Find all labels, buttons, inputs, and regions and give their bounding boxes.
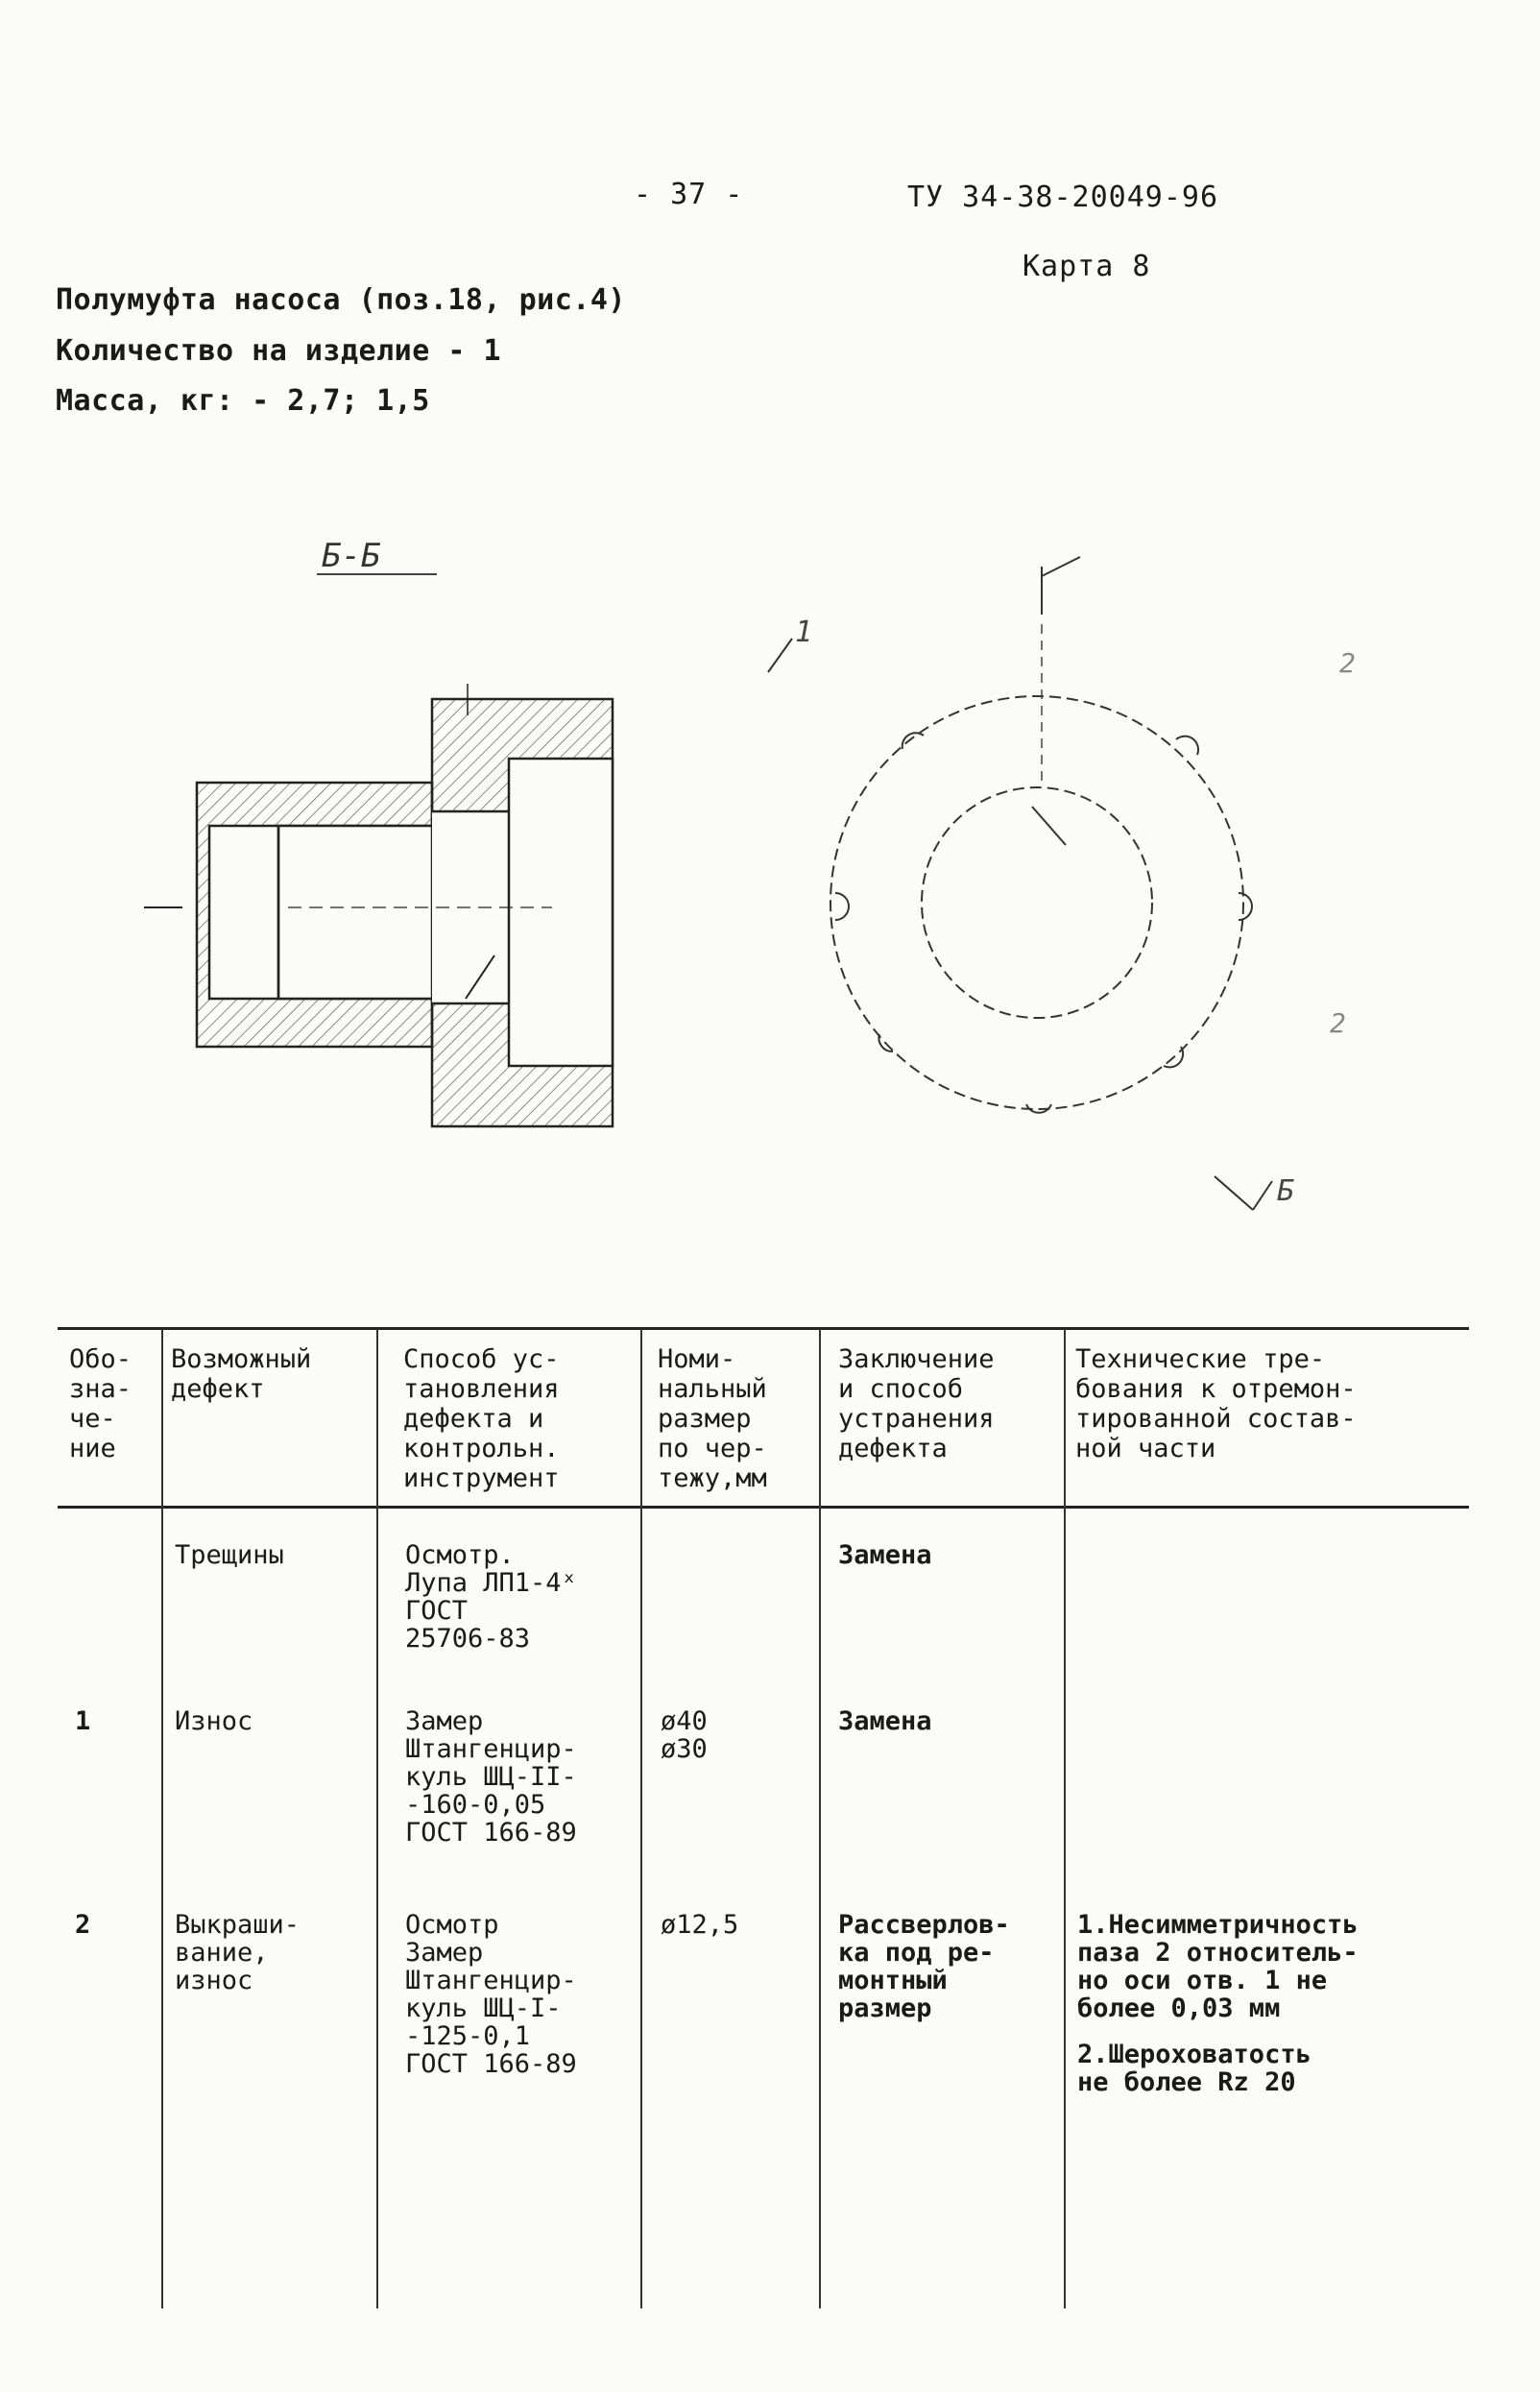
col-divider-3 [640,1329,642,2308]
cutting-plane-bottom-2 [1253,1181,1272,1210]
cutting-plane-top-arrow [1042,557,1080,576]
col-divider-1 [161,1329,163,2308]
row2-defect: Износ [175,1706,253,1736]
cutting-plane-bottom [1215,1176,1253,1210]
callout-1: 1 [795,616,813,649]
header-method: Способ ус- тановления дефекта и контрольн. инструмент [403,1344,560,1493]
row3-nominal: ø12,5 [661,1910,739,1940]
col-divider-5 [1064,1329,1066,2308]
section-label: Б-Б [322,537,381,575]
document-code: ТУ 34-38-20049-96 [907,181,1219,214]
callout-1-leader [768,639,792,672]
row3-conclusion: Рассверлов- ка под ре- монтный размер [838,1910,1010,2023]
table-header-rule [58,1506,1469,1509]
row2-nominal: ø40 ø30 [661,1706,708,1764]
header-designation: Обо- зна- че- ние [69,1344,132,1463]
callout-b: Б [1277,1174,1295,1208]
row1-method: Осмотр. Лупа ЛП1-4ˣ ГОСТ 25706-83 [405,1540,577,1654]
header-conclusion: Заключение и способ устранения дефекта [838,1344,995,1463]
callout-2-bottom: 2 [1330,1007,1346,1039]
row2-method: Замер Штангенцир- куль ШЦ-II- -160-0,05 ГОСТ 166-89 [405,1706,577,1848]
part-quantity: Количество на изделие - 1 [56,334,502,368]
part-mass: Масса, кг: - 2,7; 1,5 [56,384,430,418]
part-title: Полумуфта насоса (поз.18, рис.4) [56,283,626,317]
side-section-view [144,684,613,1126]
row3-defect: Выкраши- вание, износ [175,1910,301,1995]
header-requirements: Технические тре- бования к отремон- тированной состав- ной части [1075,1344,1357,1463]
row3-requirements: 1.Несимметричность паза 2 относитель- но оси отв. 1 не более 0,03 мм [1077,1910,1359,2023]
row3-designation: 2 [75,1910,91,1940]
row1-conclusion: Замена [838,1540,932,1570]
header-defect: Возможный дефект [171,1344,312,1404]
col-divider-2 [376,1329,378,2308]
col-divider-4 [819,1329,821,2308]
row2-designation: 1 [75,1706,91,1736]
page-number: - 37 - [634,178,744,211]
header-nominal: Номи- нальный размер по чер- тежу,мм [658,1344,767,1493]
row3-method: Осмотр Замер Штангенцир- куль ШЦ-I- -125-0,1 ГОСТ 166-89 [405,1910,577,2079]
card-number: Карта 8 [1023,250,1151,283]
callout-2-top: 2 [1339,647,1356,679]
row1-defect: Трещины [175,1540,284,1570]
table-top-rule [58,1327,1469,1330]
hole-mark [1032,807,1066,845]
row2-conclusion: Замена [838,1706,932,1736]
row3-requirements-2: 2.Шероховатость не более Rz 20 [1077,2040,1311,2097]
